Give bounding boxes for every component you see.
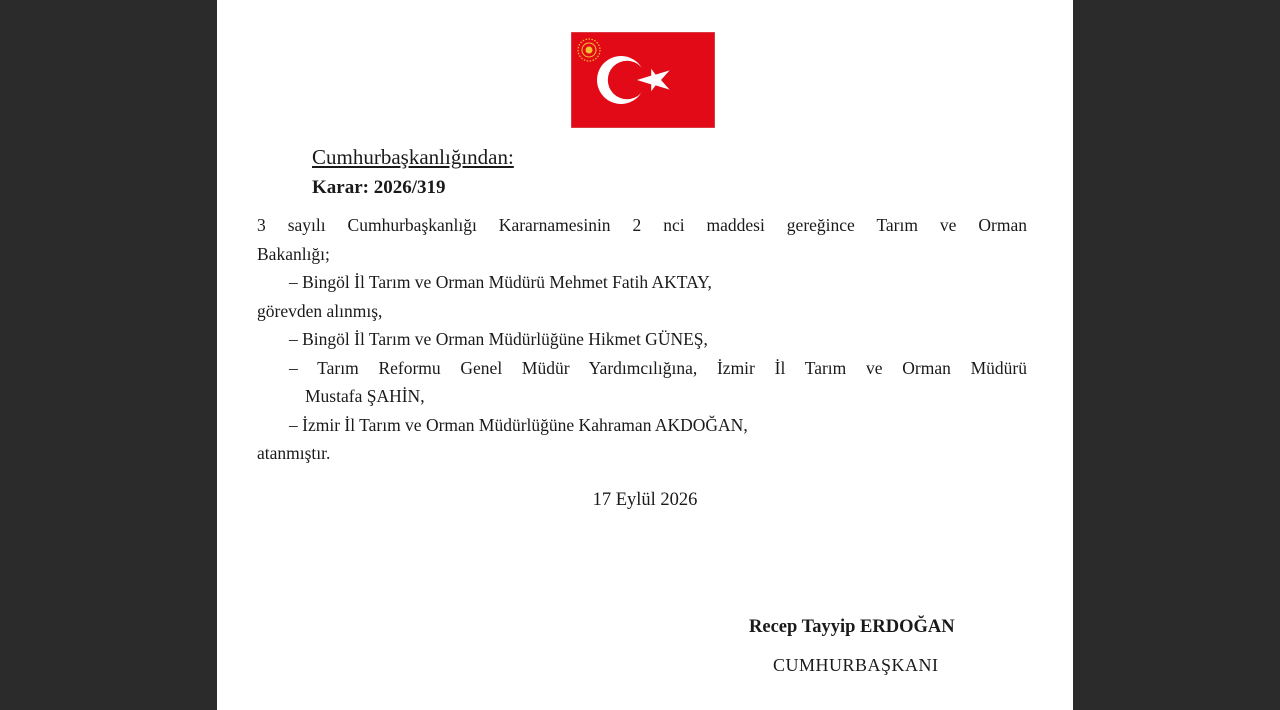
signature-name: Recep Tayyip ERDOĞAN [749, 617, 955, 637]
signature-title: CUMHURBAŞKANI [773, 655, 939, 675]
intro-line-2: Bakanlığı; [257, 243, 330, 264]
document-page [217, 0, 1073, 710]
appointment-item: – İzmir İl Tarım ve Orman Müdürlüğüne Kahraman AKDOĞAN, [289, 414, 748, 435]
turkish-flag-icon [571, 32, 715, 128]
decree-body [257, 211, 1027, 468]
appointment-item-continued: Mustafa ŞAHİN, [305, 386, 425, 406]
appointment-item: – Tarım Reformu Genel Müdür Yardımcılığına, İzmir İl Tarım ve Orman Müdürü [289, 357, 1027, 378]
intro-line-1: 3 sayılı Cumhurbaşkanlığı Kararnamesinin 2 nci maddesi gereğince Tarım ve Orman [257, 215, 1027, 235]
decree-number: Karar: 2026/319 [312, 177, 446, 198]
issuer-heading: Cumhurbaşkanlığından: [312, 145, 514, 169]
dismissed-status: görevden alınmış, [257, 300, 383, 321]
decree-date: 17 Eylül 2026 [592, 490, 698, 510]
appointment-item: – Bingöl İl Tarım ve Orman Müdürlüğüne Hikmet GÜNEŞ, [289, 329, 708, 349]
dismissed-item: – Bingöl İl Tarım ve Orman Müdürü Mehmet Fatih AKTAY, [289, 272, 712, 292]
appointed-status: atanmıştır. [257, 443, 331, 463]
